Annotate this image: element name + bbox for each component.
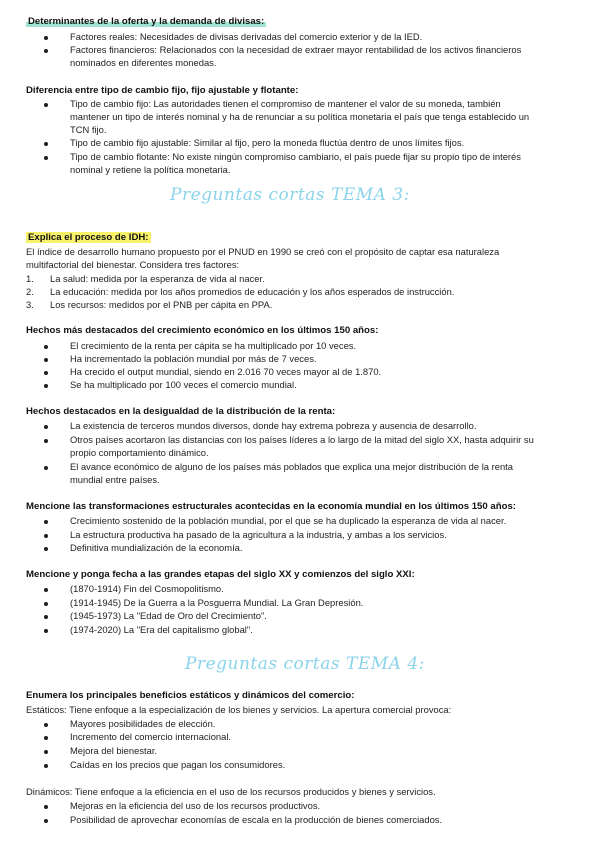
bullet-icon — [44, 384, 48, 388]
bullet-icon — [44, 819, 48, 823]
list-item: (1870-1914) Fin del Cosmopolitismo. — [70, 583, 224, 594]
highlighted-heading: Determinantes de la oferta y la demanda de divisas: — [28, 16, 265, 27]
list-item: Incremento del comercio internacional. — [70, 731, 232, 742]
paragraph-line: Estáticos: Tiene enfoque a la especialización de los bienes y servicios. La apertura comercial provoca: — [26, 704, 452, 715]
list-item-continuation: mundial entre países. — [70, 474, 160, 485]
bullet-icon — [44, 602, 48, 606]
bullet-icon — [44, 466, 48, 470]
list-item-continuation: nominados en diferentes monedas. — [70, 57, 217, 68]
bullet-icon — [44, 358, 48, 362]
bullet-icon — [44, 520, 48, 524]
bullet-icon — [44, 629, 48, 633]
list-item-continuation: nominal y retiene la política monetaria. — [70, 164, 231, 175]
list-item: Mayores posibilidades de elección. — [70, 718, 216, 729]
section-heading-divisas — [26, 16, 266, 28]
list-item: Mejora del bienestar. — [70, 745, 158, 756]
list-item: El avance económico de alguno de los países más poblados que explica una mejor distribución de la renta — [70, 461, 513, 472]
list-item: Tipo de cambio fijo: Las autoridades tienen el compromiso de mantener el valor de su moneda, también — [70, 98, 501, 109]
bullet-icon — [44, 371, 48, 375]
list-item: (1914-1945) De la Guerra a la Posguerra Mundial. La Gran Depresión. — [70, 597, 364, 608]
bullet-icon — [44, 345, 48, 349]
bullet-icon — [44, 615, 48, 619]
paragraph-line: El índice de desarrollo humano propuesto por el PNUD en 1990 se creó con el propósito de captar esa naturaleza — [26, 246, 500, 257]
bullet-icon — [44, 723, 48, 727]
list-number: 2. — [26, 286, 34, 297]
bullet-icon — [44, 103, 48, 107]
list-number: 1. — [26, 273, 34, 284]
list-item: La existencia de terceros mundos diversos, donde hay extrema pobreza y ausencia de desarrollo. — [70, 420, 477, 431]
list-item-continuation: propio comportamiento dinámico. — [70, 447, 209, 458]
list-item: La estructura productiva ha pasado de la agricultura a la industria, y ambas a los servicios. — [70, 529, 447, 540]
bullet-icon — [44, 425, 48, 429]
highlighted-heading: Explica el proceso de IDH: — [28, 232, 149, 243]
list-item: Crecimiento sostenido de la población mundial, por el que se ha duplicado la esperanza de vida al nacer. — [70, 515, 507, 526]
list-item: (1945-1973) La "Edad de Oro del Crecimiento". — [70, 610, 267, 621]
bullet-icon — [44, 588, 48, 592]
section-heading-transformaciones: Mencione las transformaciones estructurales acontecidas en la economía mundial en los últimos 150 años: — [26, 501, 516, 512]
bullet-icon — [44, 36, 48, 40]
list-item: Ha incrementado la población mundial por más de 7 veces. — [70, 353, 317, 364]
list-item: Tipo de cambio fijo ajustable: Similar al fijo, pero la moneda fluctúa dentro de unos límites fijos. — [70, 137, 465, 148]
list-item: Otros países acortaron las distancias con los países líderes a lo largo de la mitad del siglo XX, hasta adquirir su — [70, 434, 534, 445]
list-item: Posibilidad de aprovechar economías de escala en la producción de bienes comerciados. — [70, 814, 443, 825]
list-item: (1974-2020) La "Era del capitalismo global". — [70, 624, 253, 635]
bullet-icon — [44, 764, 48, 768]
bullet-icon — [44, 49, 48, 53]
list-number: 3. — [26, 299, 34, 310]
script-title-tema3: Preguntas cortas TEMA 3: — [170, 185, 410, 205]
bullet-icon — [44, 156, 48, 160]
list-item: Definitiva mundialización de la economía. — [70, 542, 243, 553]
bullet-icon — [44, 736, 48, 740]
list-item: Factores reales: Necesidades de divisas derivadas del comercio exterior y de la IED. — [70, 31, 423, 42]
list-item: Factores financieros: Relacionados con la necesidad de extraer mayor rentabilidad de los activos financieros — [70, 44, 522, 55]
numbered-item: Los recursos: medidos por el PNB per cápita en PPA. — [50, 299, 273, 310]
list-item-continuation: TCN fijo. — [70, 124, 107, 135]
numbered-item: La salud: medida por la esperanza de vida al nacer. — [50, 273, 265, 284]
script-title-tema4: Preguntas cortas TEMA 4: — [185, 654, 425, 674]
list-item: Tipo de cambio flotante: No existe ningún compromiso cambiario, el país puede fijar su propio tipo de interés — [70, 151, 521, 162]
list-item: Ha crecido el output mundial, siendo en 2.016 70 veces mayor al de 1.870. — [70, 366, 382, 377]
section-heading-idh — [26, 232, 151, 244]
section-heading-etapas: Mencione y ponga fecha a las grandes etapas del siglo XX y comienzos del siglo XXI: — [26, 569, 415, 580]
section-heading-tipo-cambio: Diferencia entre tipo de cambio fijo, fijo ajustable y flotante: — [26, 85, 299, 96]
bullet-icon — [44, 439, 48, 443]
paragraph-line: multifactorial del bienestar. Considera tres factores: — [26, 259, 240, 270]
bullet-icon — [44, 547, 48, 551]
list-item: El crecimiento de la renta per cápita se ha multiplicado por 10 veces. — [70, 340, 357, 351]
bullet-icon — [44, 805, 48, 809]
bullet-icon — [44, 534, 48, 538]
list-item: Mejoras en la eficiencia del uso de los recursos productivos. — [70, 800, 321, 811]
list-item: Se ha multiplicado por 100 veces el comercio mundial. — [70, 379, 297, 390]
section-heading-comercio: Enumera los principales beneficios estáticos y dinámicos del comercio: — [26, 690, 355, 701]
list-item-continuation: mantener un tipo de interés nominal y ha de renunciar a su política monetaria el país que tenga establecido un — [70, 111, 530, 122]
paragraph-line: Dinámicos: Tiene enfoque a la eficiencia en el uso de los recursos producidos y bienes y servicios. — [26, 786, 436, 797]
bullet-icon — [44, 142, 48, 146]
numbered-item: La educación: medida por los años promedios de educación y los años esperados de instrucción. — [50, 286, 455, 297]
bullet-icon — [44, 750, 48, 754]
section-heading-desigualdad: Hechos destacados en la desigualdad de la distribución de la renta: — [26, 406, 336, 417]
list-item: Caídas en los precios que pagan los consumidores. — [70, 759, 286, 770]
section-heading-crecimiento: Hechos más destacados del crecimiento económico en los últimos 150 años: — [26, 325, 379, 336]
